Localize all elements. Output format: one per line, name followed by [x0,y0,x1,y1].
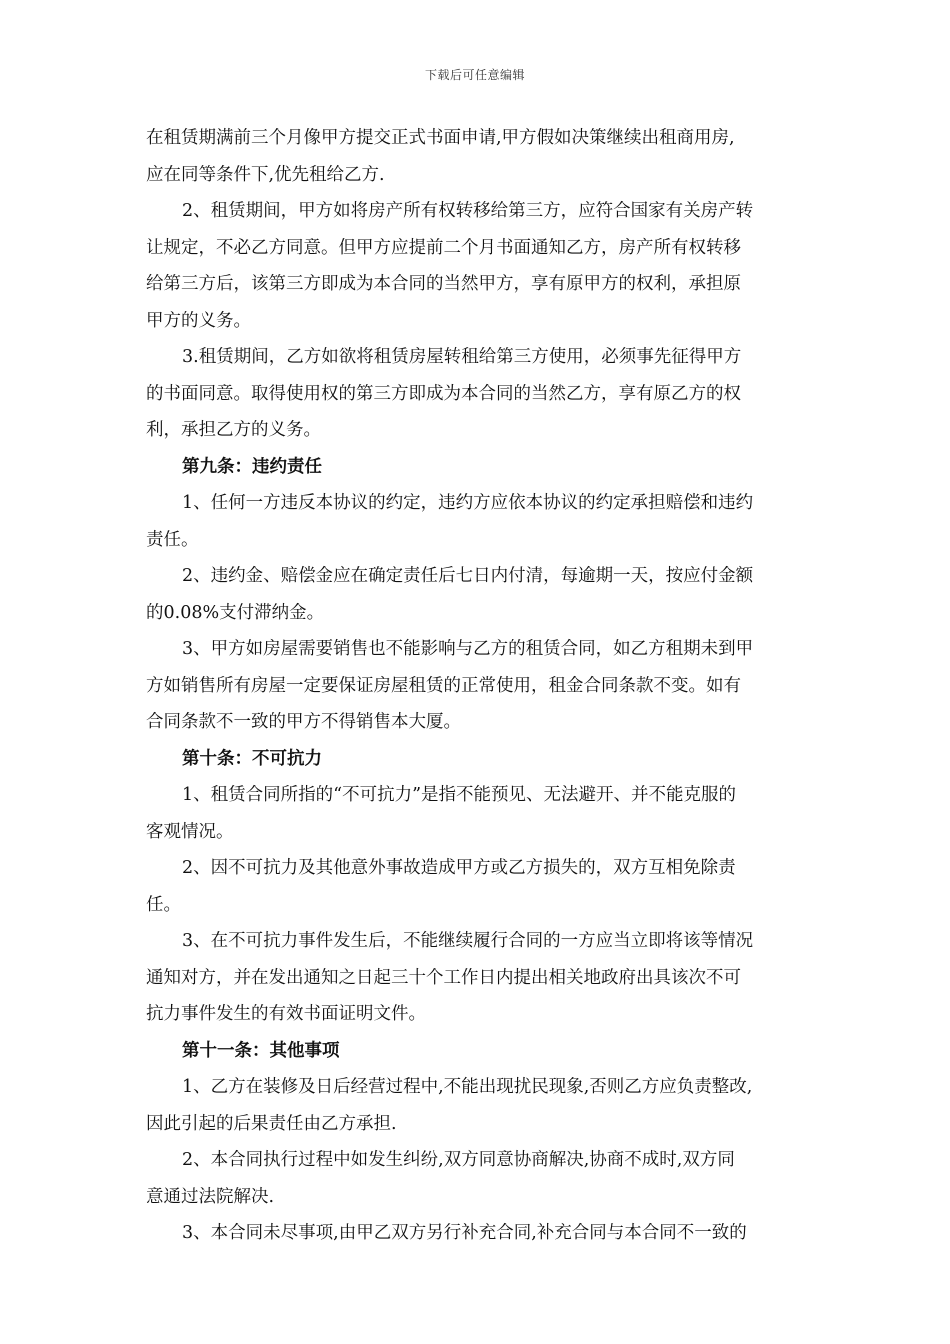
paragraph-line: 客观情况。 [146,821,234,842]
paragraph-line: 3.租赁期间，乙方如欲将租赁房屋转租给第三方使用，必须事先征得甲方 [182,347,742,367]
paragraph-line: 2、租赁期间，甲方如将房产所有权转移给第三方，应符合国家有关房产转 [182,201,754,221]
paragraph-line: 2、违约金、赔偿金应在确定责任后七日内付清，每逾期一天，按应付金额 [182,566,754,586]
paragraph-line: 责任。 [146,529,199,550]
header-watermark: 下载后可任意编辑 [424,68,525,82]
paragraph-line: 意通过法院解决. [146,1186,275,1207]
paragraph-line: 3、在不可抗力事件发生后，不能继续履行合同的一方应当立即将该等情况 [182,931,754,951]
paragraph-line: 的书面同意。取得使用权的第三方即成为本合同的当然乙方，享有原乙方的权 [146,383,741,404]
paragraph-line: 甲方的义务。 [146,310,251,331]
paragraph-line: 在租赁期满前三个月像甲方提交正式书面申请,甲方假如决策继续出租商用房, [146,128,735,148]
paragraph-line: 3、甲方如房屋需要销售也不能影响与乙方的租赁合同，如乙方租期未到甲 [182,639,754,659]
section-heading-article-10: 第十条：不可抗力 [182,748,322,769]
document-body [146,120,806,1252]
paragraph-line: 合同条款不一致的甲方不得销售本大厦。 [146,712,461,732]
paragraph-line: 应在同等条件下,优先租给乙方. [146,164,385,185]
paragraph-line: 方如销售所有房屋一定要保证房屋租赁的正常使用，租金合同条款不变。如有 [146,675,741,696]
paragraph-line: 2、因不可抗力及其他意外事故造成甲方或乙方损失的，双方互相免除责 [182,858,736,878]
paragraph-line: 1、租赁合同所指的“不可抗力”是指不能预见、无法避开、并不能克服的 [182,785,737,805]
paragraph-line: 1、乙方在装修及日后经营过程中,不能出现扰民现象,否则乙方应负责整改, [182,1077,753,1097]
paragraph-line: 任。 [146,894,181,915]
paragraph-line: 的0.08%支付滞纳金。 [146,602,325,623]
paragraph-line: 抗力事件发生的有效书面证明文件。 [146,1004,426,1024]
paragraph-line: 1、任何一方违反本协议的约定，违约方应依本协议的约定承担赔偿和违约 [182,493,754,513]
paragraph-line: 利，承担乙方的义务。 [146,420,321,440]
section-heading-article-11: 第十一条：其他事项 [182,1040,340,1061]
paragraph-line: 3、本合同未尽事项,由甲乙双方另行补充合同,补充合同与本合同不一致的 [182,1223,747,1243]
paragraph-line: 2、本合同执行过程中如发生纠纷,双方同意协商解决,协商不成时,双方同 [182,1150,735,1170]
paragraph-line: 通知对方，并在发出通知之日起三十个工作日内提出相关地政府出具该次不可 [146,967,741,988]
section-heading-article-9: 第九条：违约责任 [182,456,322,477]
paragraph-line: 让规定，不必乙方同意。但甲方应提前二个月书面通知乙方，房产所有权转移 [146,237,741,258]
paragraph-line: 给第三方后，该第三方即成为本合同的当然甲方，享有原甲方的权利，承担原 [146,274,741,294]
paragraph-line: 因此引起的后果责任由乙方承担. [146,1113,397,1134]
